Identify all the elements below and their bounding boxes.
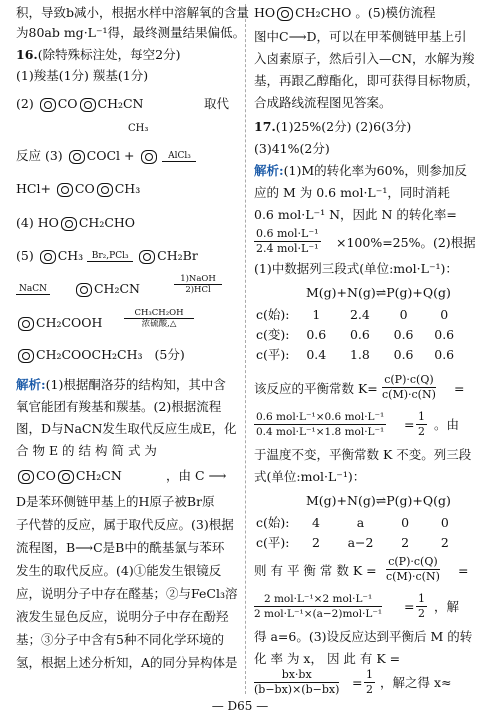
table-row: c(变): 0.6 0.6 0.6 0.6 <box>256 327 455 342</box>
benzene-ring-icon <box>18 317 34 331</box>
analysis-line: 于温度不变，平衡常数 K 不变。列三段 <box>254 447 472 462</box>
analysis-line: 氧官能团有羧基和羰基。(2)根据流程 <box>16 399 222 414</box>
analysis-line: 应的 M 为 0.6 mol·L⁻¹，同时消耗 <box>254 185 450 200</box>
equation: M(g)+N(g)⇌P(g)+Q(g) <box>306 493 451 508</box>
analysis-line: 液发生显色反应，说明分子中存在酚羟 <box>16 609 229 624</box>
text-line: 基，再跟乙醇酯化，即可获得目标物质， <box>254 73 480 88</box>
reaction-arrow: AlCl₃ <box>162 151 196 162</box>
text-line: 积，导致b减小，根据水样中溶解氧的含量 <box>16 5 250 20</box>
benzene-ring-icon <box>40 98 56 112</box>
fraction: 2 mol·L⁻¹×2 mol·L⁻¹ 2 mol·L⁻¹×(a−2)mol·L⁻¹ <box>254 593 383 620</box>
benzene-ring-icon <box>40 250 56 264</box>
benzene-ring-icon <box>141 150 157 164</box>
analysis-line: 图，D与NaCN发生取代反应生成E，化 <box>16 421 237 436</box>
analysis-line: 应，说明分子中存在醛基；②与FeCl₃溶 <box>16 586 238 601</box>
benzene-ring-icon <box>139 250 155 264</box>
table-row: c(始): 1 2.4 0 0 <box>256 307 449 322</box>
fraction: $\frac{c(P)\cdot c(Q)}{c(M)\cdot c(N)}$ <box>386 555 440 583</box>
ice-table-2 <box>250 512 464 554</box>
answer-5-step-2: NaCN CH₂CN 1)NaOH 2)HCl <box>16 280 140 298</box>
benzene-ring-icon <box>97 183 113 197</box>
analysis-line: 该反应的平衡常数 K= <box>254 381 378 396</box>
text-line: (3)41%(2分) <box>254 141 330 156</box>
benzene-ring-icon <box>69 150 85 164</box>
benzene-ring-icon <box>57 183 73 197</box>
benzene-ring-icon <box>277 7 293 21</box>
analysis-line: 解析:(1)根据酮洛芬的结构知，其中含 <box>16 377 226 392</box>
question-16-header <box>16 46 180 64</box>
text-line: ×100%=25%。(2)根据 <box>336 235 476 250</box>
fraction: $\frac{1}{2}$ <box>418 592 425 620</box>
column-divider <box>245 4 247 694</box>
methyl-label: CH₃ <box>128 123 149 134</box>
analysis-line: 0.6 mol·L⁻¹ N，因此 N 的转化率= <box>254 207 457 222</box>
analysis-line: 氢，根据上述分析知，A的同分异构体是 <box>16 655 238 670</box>
benzene-ring-icon <box>80 98 96 112</box>
answer-5-step-1: (5) CH₃ Br₂,PCl₃ CH₂Br <box>16 248 198 263</box>
analysis-line: 得 a=6。(3)设反应达到平衡后 M 的转 <box>254 629 473 644</box>
ice-table-1 <box>250 304 464 366</box>
analysis-label: 解析: <box>16 377 46 392</box>
page-number: — D65 — <box>211 699 269 713</box>
benzene-ring-icon <box>76 283 92 297</box>
fraction: 0.6 mol·L⁻¹ 2.4 mol·L⁻¹ <box>256 227 319 255</box>
fraction: 0.6 mol·L⁻¹×0.6 mol·L⁻¹ 0.4 mol·L⁻¹×1.8 mol·L⁻¹ <box>256 411 385 438</box>
table-row: c(始): 4 a 0 0 <box>256 515 449 530</box>
equation: M(g)+N(g)⇌P(g)+Q(g) <box>306 285 451 300</box>
answer-5-product: CH₂COOCH₂CH₃ (5分) <box>16 346 185 364</box>
analysis-line: 化 率 为 x， 因 此 有 K = <box>254 651 401 666</box>
reaction-arrow: 1)NaOH 2)HCl <box>174 274 222 295</box>
analysis-line: (1)中数据列三段式(单位:mol·L⁻¹)： <box>254 261 458 276</box>
benzene-ring-icon <box>18 349 34 363</box>
table-row: c(平): 0.4 1.8 0.6 0.6 <box>256 347 455 362</box>
analysis-line: 式(单位:mol·L⁻¹)： <box>254 469 366 484</box>
fraction: $\frac{1}{2}$ <box>418 410 425 438</box>
analysis-structure: CO CH₂CN ，由 C ⟶ <box>16 467 122 485</box>
question-number: 17. <box>254 119 276 134</box>
text-line: 入卤素原子，然后引入—CN，水解为羧 <box>254 51 475 66</box>
analysis-line: 发生的取代反应。(4)①能发生银镜反 <box>16 563 222 578</box>
analysis-line: D是苯环侧链甲基上的H原子被Br原 <box>16 494 215 509</box>
reaction-arrow: CH₃CH₂OH 浓硫酸,△ <box>124 308 194 329</box>
analysis-line: 合 物 E 的 结 构 简 式 为 <box>16 443 157 458</box>
analysis-line: 解析:(1)M的转化率为60%，则参加反 <box>254 163 467 178</box>
score-note: (除特殊标注处，每空2分) <box>37 47 181 62</box>
table-row: c(平): 2 a−2 2 2 <box>256 535 449 550</box>
answer-1: (1)羧基(1分) 羰基(1分) <box>16 68 149 83</box>
benzene-ring-icon <box>18 470 34 484</box>
analysis-line: 子代替的反应，属于取代反应。(3)根据 <box>16 517 234 532</box>
text-line: 为80ab mg·L⁻¹得，最终测量结果偏低。 <box>16 25 246 40</box>
analysis-label: 解析: <box>254 163 284 178</box>
reaction-arrow: Br₂,PCl₃ <box>87 251 133 262</box>
text-line: 图中C⟶D，可以在甲苯侧链甲基上引 <box>254 29 467 44</box>
benzene-ring-icon <box>61 217 77 231</box>
analysis-line: 基；③分子中含有5种不同化学环境的 <box>16 632 224 647</box>
answer-3-product: HCl+ CO CH₃ <box>16 181 141 196</box>
answer-3: 反应 (3) COCl + AlCl₃ <box>16 147 196 165</box>
text-line: HO CH₂CHO 。(5)模仿流程 <box>254 5 436 20</box>
reaction-arrow: NaCN <box>16 284 50 295</box>
question-number: 16. <box>16 47 38 62</box>
analysis-line: 流程图，B⟶C是B中的酰基氯与苯环 <box>16 540 225 555</box>
answer-4: (4) HO CH₂CHO <box>16 215 136 230</box>
text-line: 合成路线流程图见答案。 <box>254 95 392 110</box>
question-17-header: 17.(1)25%(2分) (2)6(3分) <box>254 119 412 134</box>
fraction: $\frac{1}{2}$ <box>366 668 373 696</box>
fraction: $\frac{bx\cdot bx}{(b-bx)\times(b-bx)}$ <box>254 668 340 696</box>
analysis-line: 则 有 平 衡 常 数 K = <box>254 563 377 578</box>
answer-5-step-3: CH₂COOH CH₃CH₂OH 浓硫酸,△ <box>16 314 102 332</box>
answer-2: (2) CO CH₂CN 取代 <box>16 96 230 111</box>
fraction: $\frac{c(P)\cdot c(Q)}{c(M)\cdot c(N)}$ <box>382 373 436 401</box>
benzene-ring-icon <box>58 470 74 484</box>
